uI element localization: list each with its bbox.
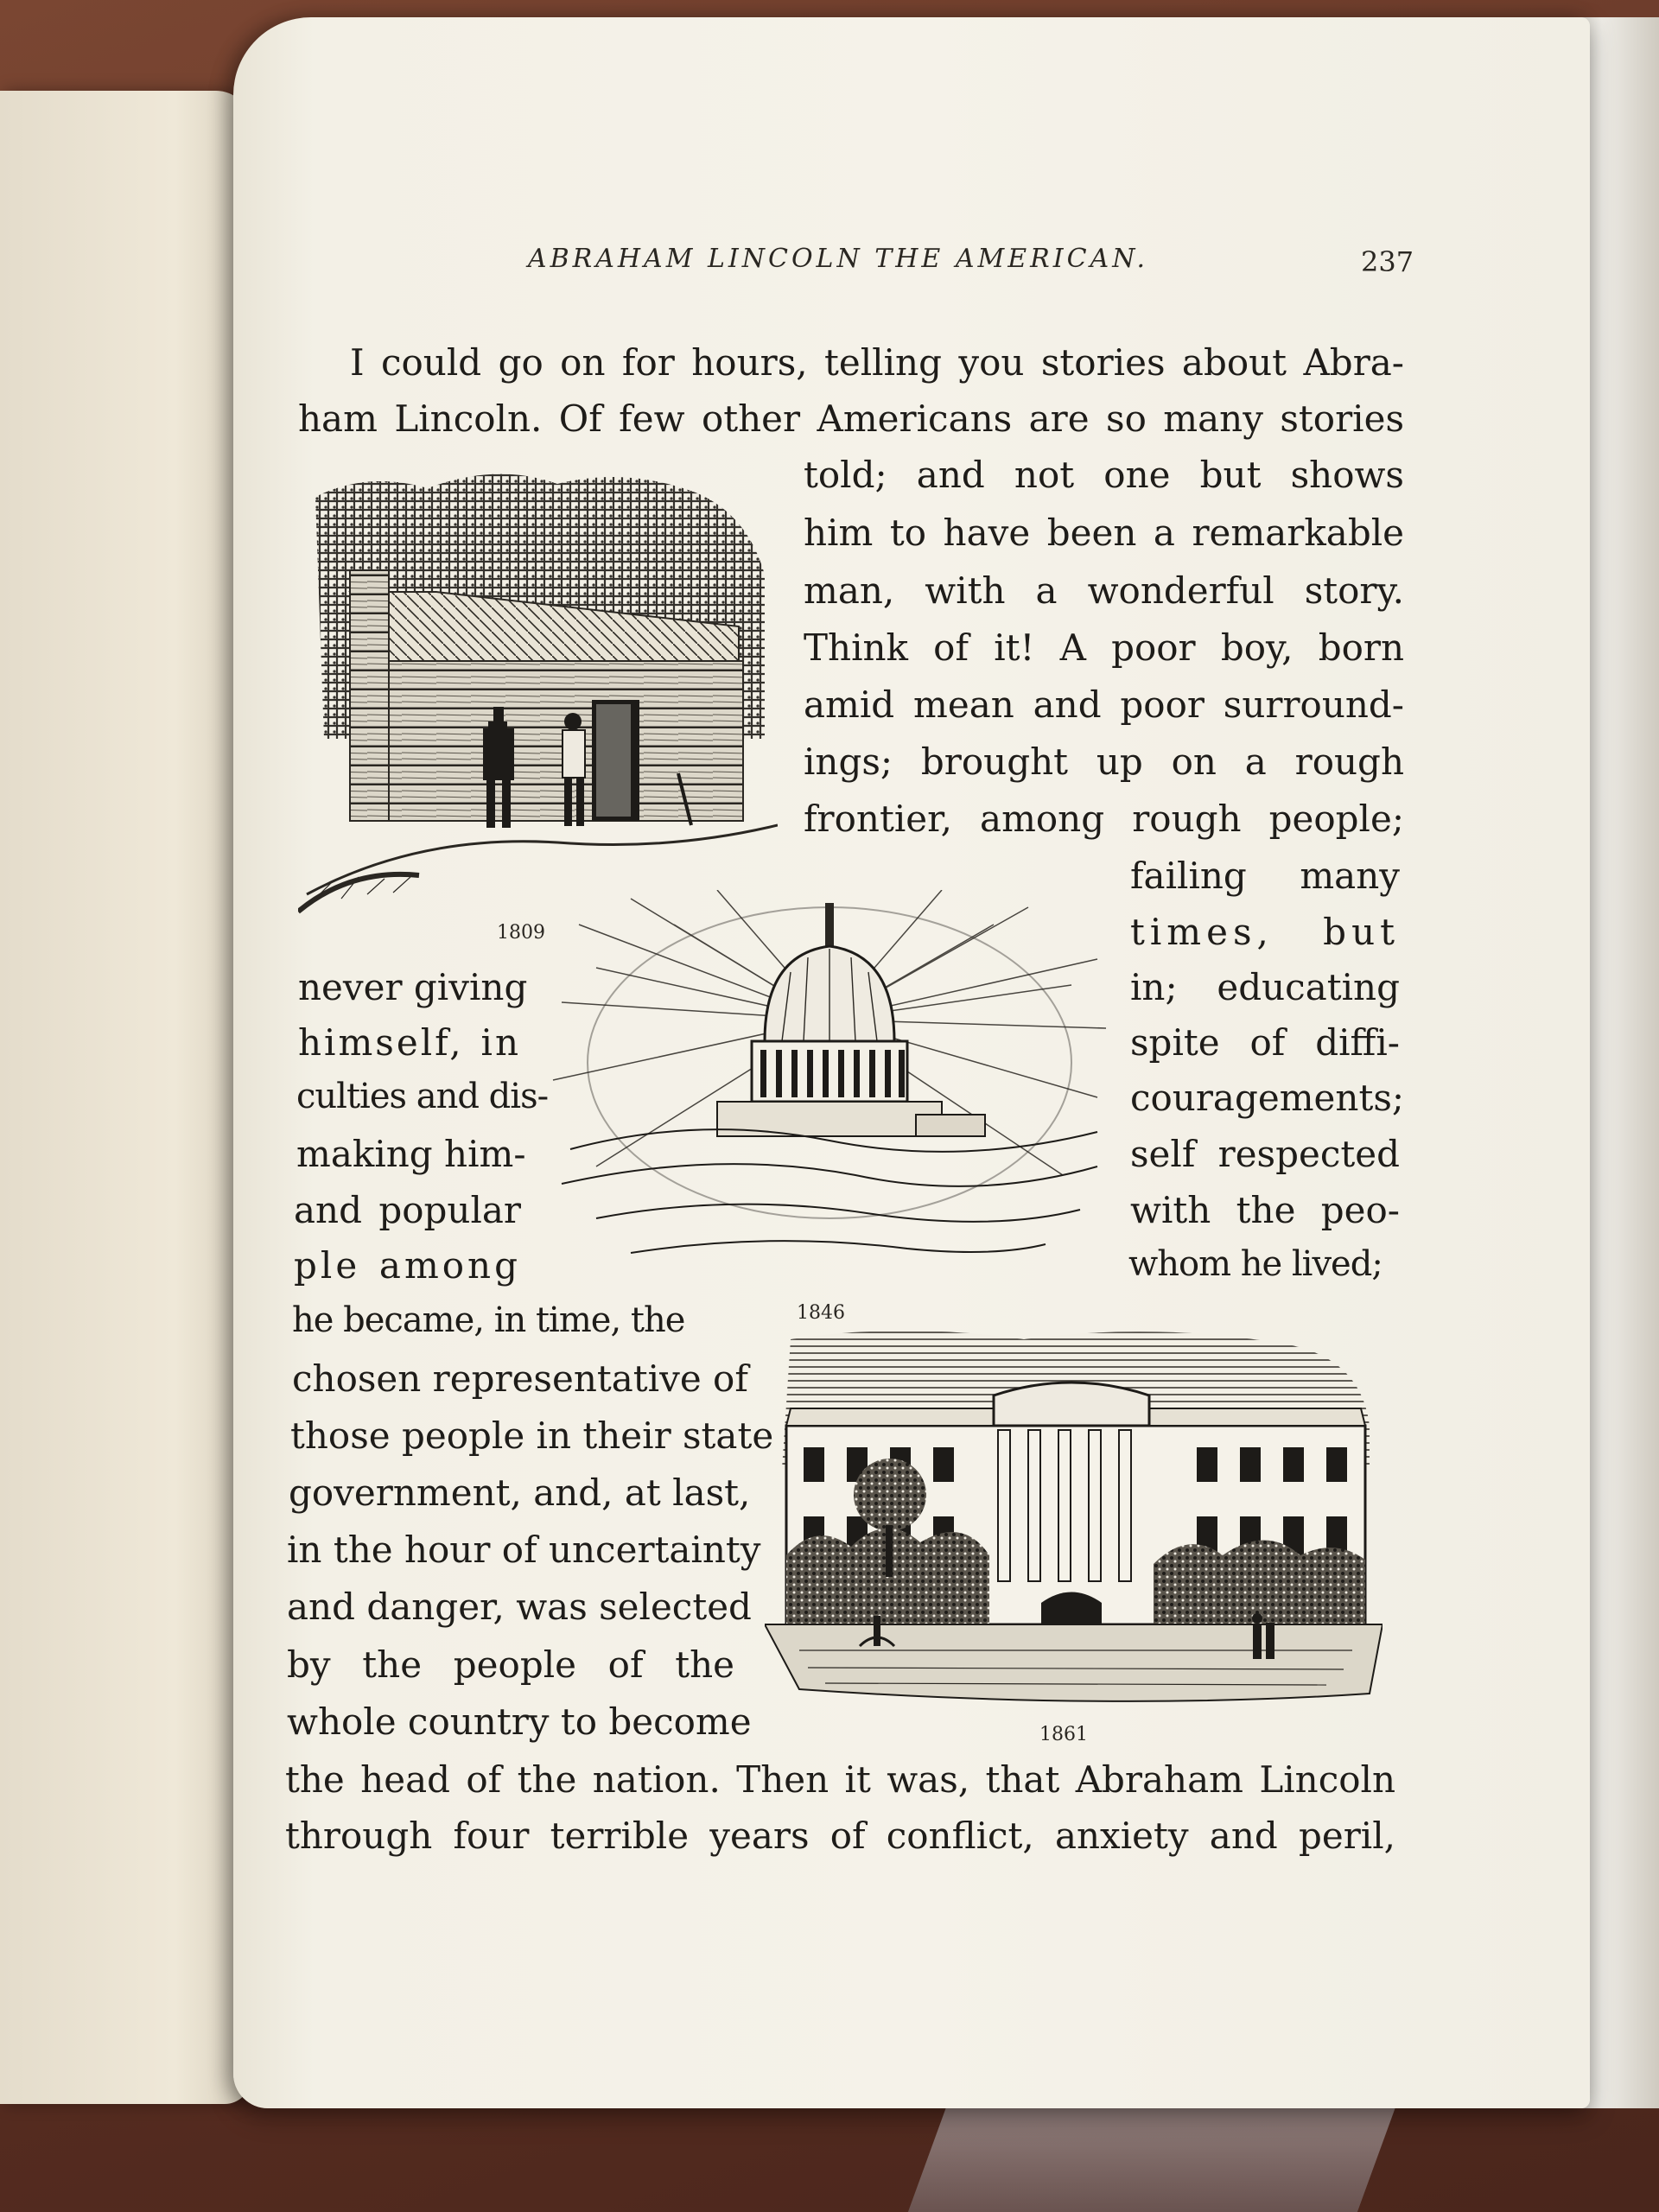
log-cabin-engraving — [298, 462, 778, 916]
body-line: spite of diffi- — [1130, 1021, 1400, 1064]
body-line: couragements; — [1130, 1077, 1405, 1119]
capitol-engraving — [544, 890, 1115, 1296]
white-house-engraving — [765, 1322, 1382, 1724]
body-line: the head of the nation. Then it was, that Abraham Lincoln — [285, 1758, 1395, 1801]
body-line: Think of it! A poor boy, born — [804, 626, 1404, 669]
body-line: ham Lincoln. Of few other Americans are so many stories — [298, 397, 1404, 440]
body-line: by the people of the — [287, 1643, 734, 1686]
body-line: he became, in time, the — [292, 1300, 685, 1340]
body-line: him to have been a remarkable — [804, 512, 1404, 554]
body-line: through four terrible years of conflict, anxiety and peril, — [285, 1815, 1395, 1857]
body-line: man, with a wonderful story. — [804, 569, 1404, 612]
body-line: making him- — [296, 1133, 526, 1175]
body-line: government, and, at last, — [289, 1471, 751, 1514]
body-line: culties and dis- — [296, 1077, 549, 1116]
body-line: with the peo- — [1130, 1189, 1400, 1231]
body-line: ple among — [294, 1244, 521, 1287]
running-title: ABRAHAM LINCOLN THE AMERICAN. — [527, 244, 1149, 274]
body-line: himself, in — [298, 1021, 521, 1064]
body-line: ings; brought up on a rough — [804, 741, 1404, 783]
body-line: frontier, among rough people; — [804, 798, 1404, 840]
body-line: and danger, was selected — [287, 1586, 752, 1628]
body-line: never giving — [298, 966, 528, 1008]
capitol-caption: 1846 — [797, 1302, 845, 1324]
left-page — [0, 91, 251, 2104]
body-line: those people in their state — [290, 1414, 774, 1457]
body-line: and popular — [294, 1189, 521, 1231]
page-number: 237 — [1361, 245, 1414, 278]
body-line: self respected — [1130, 1133, 1400, 1175]
body-line: in; educating — [1130, 966, 1400, 1008]
body-line: times, but — [1130, 911, 1400, 953]
body-line: amid mean and poor surround- — [804, 683, 1404, 726]
body-line: told; and not one but shows — [804, 454, 1404, 496]
body-line: chosen representative of — [292, 1357, 748, 1400]
body-line: I could go on for hours, telling you stories about Abra- — [350, 341, 1404, 384]
white-house-caption: 1861 — [1039, 1724, 1088, 1745]
body-line: in the hour of uncertainty — [287, 1529, 761, 1571]
body-line: failing many — [1130, 855, 1400, 897]
body-line: whole country to become — [287, 1700, 752, 1743]
cabin-caption: 1809 — [497, 922, 545, 944]
body-line: whom he lived; — [1128, 1244, 1382, 1284]
